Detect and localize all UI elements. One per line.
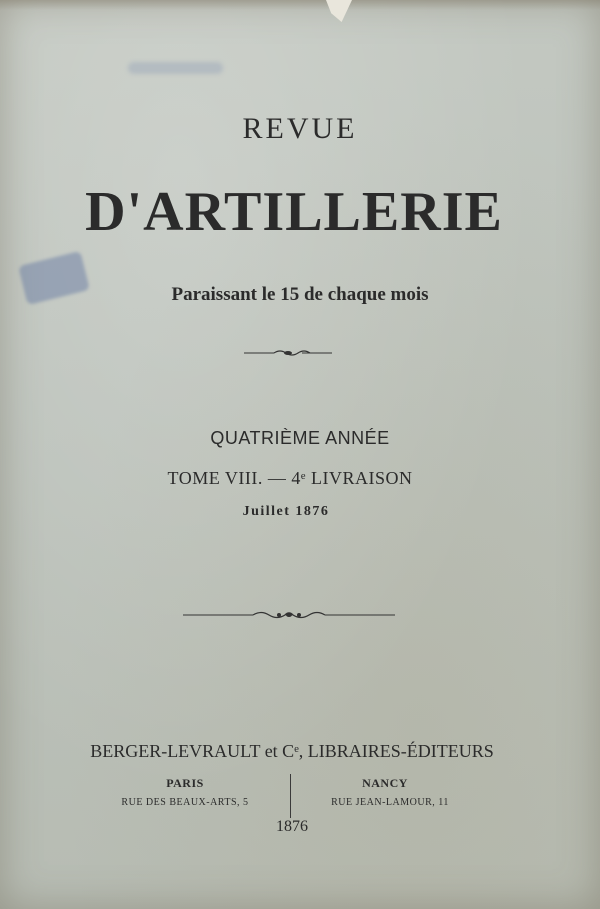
issue-date: Juillet 1876 (242, 504, 330, 519)
ink-smudge (128, 62, 223, 74)
issue-tome: TOME VIII. — 4ᵉ LIVRAISON (167, 468, 413, 488)
ornament-divider-top (244, 348, 332, 358)
paper-edge (0, 0, 600, 10)
nancy-city: NANCY (362, 776, 408, 790)
cover-title: D'ARTILLERIE (85, 181, 503, 243)
paris-city: PARIS (166, 776, 204, 790)
ornament-divider-bottom (183, 608, 395, 622)
issue-year-label: QUATRIÈME ANNÉE (210, 428, 390, 448)
paper-tear (326, 0, 352, 22)
cover-subtitle: Paraissant le 15 de chaque mois (171, 284, 429, 305)
publication-year: 1876 (276, 818, 308, 835)
paris-street: RUE DES BEAUX-ARTS, 5 (121, 797, 249, 808)
nancy-street: RUE JEAN-LAMOUR, 11 (331, 797, 449, 808)
cover-header: REVUE (242, 112, 358, 145)
address-divider (290, 774, 291, 818)
publisher-line: BERGER-LEVRAULT et Cᵉ, LIBRAIRES-ÉDITEURS (90, 741, 494, 761)
